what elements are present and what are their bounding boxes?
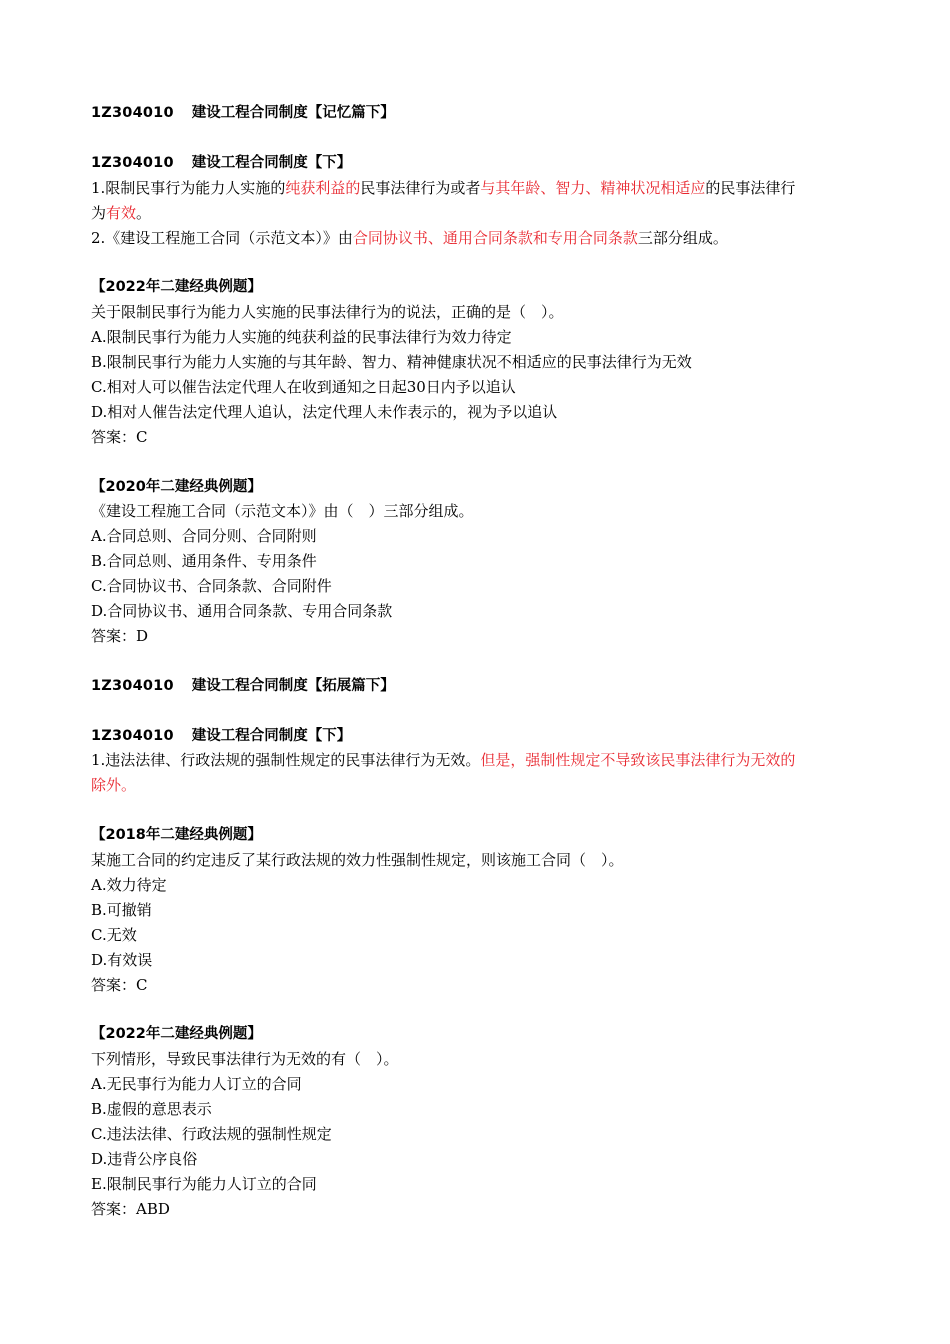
question-2-tag: 【2020年二建经典例题】 (91, 478, 262, 495)
question-3-tag: 【2018年二建经典例题】 (91, 827, 262, 844)
question-1-stem: 关于限制民事行为能力人实施的民事法律行为的说法，正确的是（ ）。 (91, 303, 564, 322)
question-2-option-d: D.合同协议书、通用合同条款、专用合同条款 (91, 602, 393, 621)
question-1-tag: 【2022年二建经典例题】 (91, 279, 262, 296)
question-1-answer: 答案：C (91, 427, 148, 446)
question-3-stem: 某施工合同的约定违反了某行政法规的效力性强制性规定，则该施工合同（ ）。 (91, 851, 624, 870)
memory-sub-heading: 1Z304010 建设工程合同制度【下】 (91, 154, 352, 171)
question-1-option-c: C.相对人可以催告法定代理人在收到通知之日起30日内予以追认 (91, 377, 516, 396)
memory-point-1: 1.限制民事行为能力人实施的纯获利益的民事法律行为或者与其年龄、智力、精神状况相适应的民事法律行 (91, 178, 796, 197)
question-4-tag: 【2022年二建经典例题】 (91, 1026, 262, 1043)
memory-part-heading: 1Z304010 建设工程合同制度【记忆篇下】 (91, 105, 395, 121)
document-page (91, 101, 881, 1222)
question-4-answer: 答案：ABD (91, 1199, 170, 1218)
expand-part-heading: 1Z304010 建设工程合同制度【拓展篇下】 (91, 677, 395, 694)
question-2-option-a: A.合同总则、合同分则、合同附则 (91, 527, 317, 546)
question-4-stem: 下列情形，导致民事法律行为无效的有（ ）。 (91, 1050, 399, 1069)
memory-point-1-cont: 为有效。 (91, 203, 152, 222)
question-3-option-b: B.可撤销 (91, 900, 152, 919)
question-4-option-c: C.违法法律、行政法规的强制性规定 (91, 1125, 332, 1144)
question-1-option-b: B.限制民事行为能力人实施的与其年龄、智力、精神健康状况不相适应的民事法律行为无效 (91, 353, 692, 372)
expand-point-1: 1.违法法律、行政法规的强制性规定的民事法律行为无效。但是，强制性规定不导致该民事法律行为无效的 (91, 751, 796, 770)
question-4-option-b: B.虚假的意思表示 (91, 1100, 212, 1119)
question-1-option-d: D.相对人催告法定代理人追认，法定代理人未作表示的，视为予以追认 (91, 402, 558, 421)
question-2-option-c: C.合同协议书、合同条款、合同附件 (91, 577, 332, 596)
expand-sub-heading: 1Z304010 建设工程合同制度【下】 (91, 727, 352, 744)
question-3-answer: 答案：C (91, 975, 148, 994)
question-4-option-a: A.无民事行为能力人订立的合同 (91, 1075, 302, 1094)
expand-point-1-cont: 除外。 (91, 776, 137, 795)
memory-point-2: 2.《建设工程施工合同（示范文本）》由合同协议书、通用合同条款和专用合同条款三部分组成。 (91, 228, 728, 247)
question-2-stem: 《建设工程施工合同（示范文本）》由（ ）三部分组成。 (91, 502, 474, 521)
question-4-option-e: E.限制民事行为能力人订立的合同 (91, 1174, 317, 1193)
question-2-answer: 答案：D (91, 626, 149, 645)
question-3-option-a: A.效力待定 (91, 876, 167, 894)
question-4-option-d: D.违背公序良俗 (91, 1149, 198, 1168)
question-1-option-a: A.限制民事行为能力人实施的纯获利益的民事法律行为效力待定 (91, 328, 512, 347)
question-2-option-b: B.合同总则、通用条件、专用条件 (91, 552, 317, 571)
question-3-option-c: C.无效 (91, 925, 137, 944)
question-3-option-d: D.有效误 (91, 950, 153, 969)
